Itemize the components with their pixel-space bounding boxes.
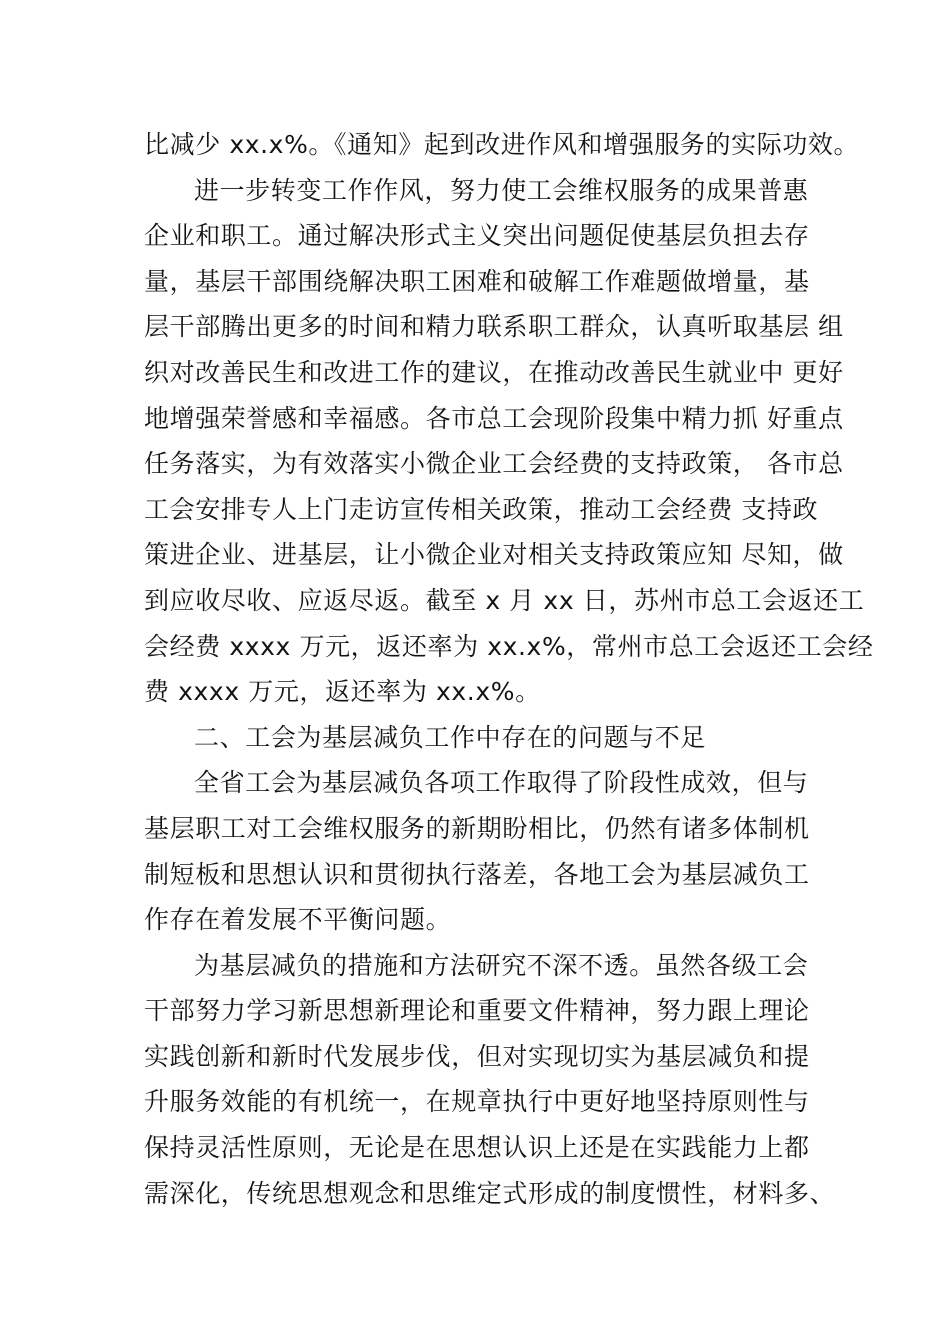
- text-line-18: 作存在着发展不平衡问题。: [144, 905, 452, 935]
- text-line-10: 策进企业、进基层，让小微企业对相关支持政策应知 尽知，做: [144, 540, 844, 570]
- text-line-17: 制短板和思想认识和贯彻执行落差，各地工会为基层减负工: [144, 859, 810, 889]
- text-line-11: 到应收尽收、应返尽返。截至 x 月 xx 日，苏州市总工会返还工: [144, 585, 865, 615]
- document-body: [144, 122, 874, 1216]
- text-line-22: 升服务效能的有机统一，在规章执行中更好地坚持原则性与: [144, 1087, 810, 1117]
- text-line-7: 地增强荣誉感和幸福感。各市总工会现阶段集中精力抓 好重点: [144, 403, 844, 433]
- section-heading: 二、工会为基层减负工作中存在的问题与不足: [194, 722, 707, 752]
- text-line-2: 进一步转变工作作风，努力使工会维权服务的成果普惠: [194, 175, 809, 205]
- text-line-21: 实践创新和新时代发展步伐，但对实现切实为基层减负和提: [144, 1041, 810, 1071]
- text-line-3: 企业和职工。通过解决形式主义突出问题促使基层负担去存: [144, 221, 810, 251]
- text-line-5: 层干部腾出更多的时间和精力联系职工群众，认真听取基层 组: [144, 312, 844, 342]
- text-line-16: 基层职工对工会维权服务的新期盼相比，仍然有诸多体制机: [144, 813, 810, 843]
- text-line-24: 需深化，传统思想观念和思维定式形成的制度惯性，材料多、: [144, 1178, 836, 1208]
- text-line-6: 织对改善民生和改进工作的建议，在推动改善民生就业中 更好: [144, 357, 844, 387]
- text-line-1: 比减少 xx.x%。《通知》起到改进作风和增强服务的实际功效。: [144, 130, 860, 159]
- text-line-15: 全省工会为基层减负各项工作取得了阶段性成效，但与: [194, 768, 809, 798]
- text-line-13: 费 xxxx 万元，返还率为 xx.x%。: [144, 677, 541, 707]
- text-line-8: 任务落实，为有效落实小微企业工会经费的支持政策， 各市总: [144, 449, 844, 479]
- text-line-19: 为基层减负的措施和方法研究不深不透。虽然各级工会: [194, 950, 809, 980]
- text-line-9: 工会安排专人上门走访宣传相关政策，推动工会经费 支持政: [144, 494, 819, 524]
- text-line-20: 干部努力学习新思想新理论和重要文件精神，努力跟上理论: [144, 996, 810, 1026]
- text-line-12: 会经费 xxxx 万元，返还率为 xx.x%，常州市总工会返还工会经: [144, 631, 874, 661]
- text-line-23: 保持灵活性原则，无论是在思想认识上还是在实践能力上都: [144, 1133, 810, 1163]
- text-line-4: 量，基层干部围绕解决职工困难和破解工作难题做增量，基: [144, 266, 810, 296]
